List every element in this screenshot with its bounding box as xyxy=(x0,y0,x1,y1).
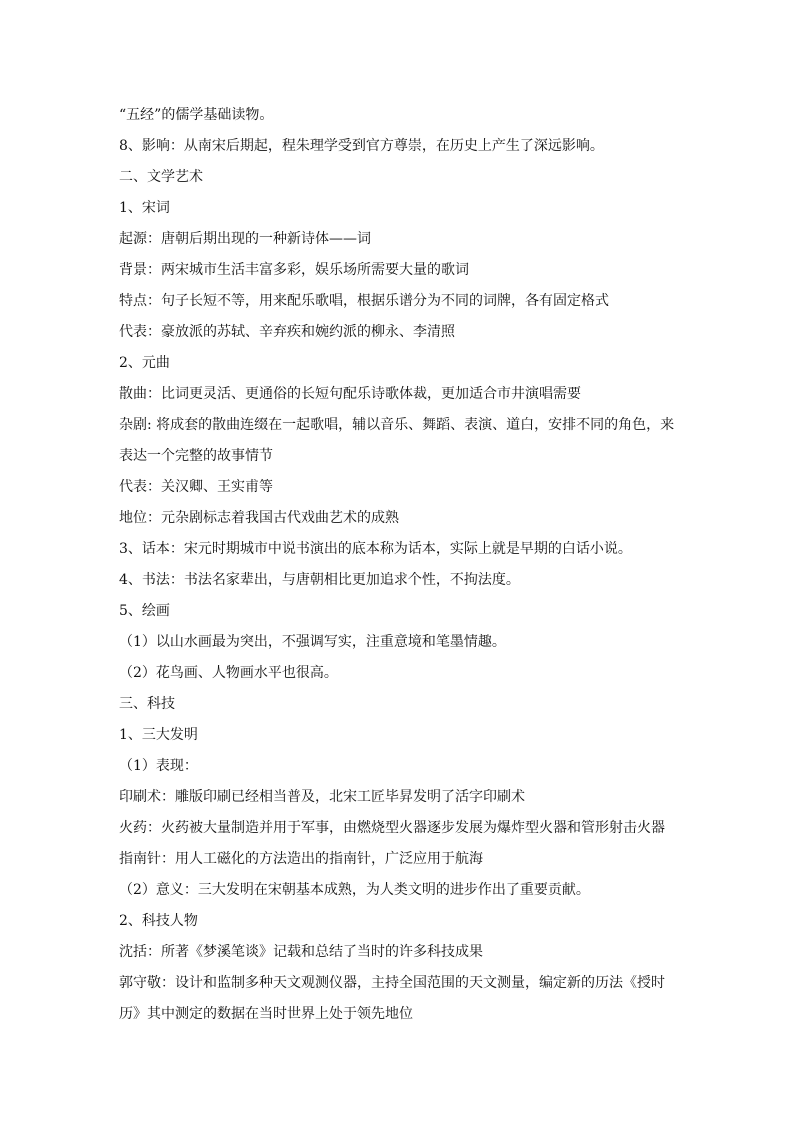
text-line-14: 地位：元杂剧标志着我国古代戏曲艺术的成熟 xyxy=(119,510,399,526)
subheading-tech-figures: 2、科技人物 xyxy=(119,913,198,929)
text-line-13: 代表：关汉卿、王实甫等 xyxy=(119,479,273,495)
text-line-12: 表达一个完整的故事情节 xyxy=(119,448,273,464)
text-line-6: 背景：两宋城市生活丰富多彩，娱乐场所需要大量的歌词 xyxy=(119,262,469,278)
document-body xyxy=(119,100,699,1030)
text-line-24: 火药：火药被大量制造并用于军事，由燃烧型火器逐步发展为爆炸型火器和管形射击火器 xyxy=(119,820,665,836)
text-line-7: 特点：句子长短不等，用来配乐歌唱，根据乐谱分为不同的词牌，各有固定格式 xyxy=(119,293,609,309)
text-line-2: 8、影响：从南宋后期起，程朱理学受到官方尊崇，在历史上产生了深远影响。 xyxy=(119,138,604,154)
text-line-1: “五经”的儒学基础读物。 xyxy=(119,107,274,123)
text-line-30: 历》其中测定的数据在当时世界上处于领先地位 xyxy=(119,1006,413,1022)
subheading-painting: 5、绘画 xyxy=(119,603,170,619)
text-line-15: 3、话本：宋元时期城市中说书演出的底本称为话本，实际上就是早期的白话小说。 xyxy=(119,541,632,557)
text-line-25: 指南针：用人工磁化的方法造出的指南针，广泛应用于航海 xyxy=(119,851,483,867)
text-line-10: 散曲：比词更灵活、更通俗的长短句配乐诗歌体裁，更加适合市井演唱需要 xyxy=(119,386,581,402)
text-line-26: （2）意义：三大发明在宋朝基本成熟，为人类文明的进步作出了重要贡献。 xyxy=(119,882,590,898)
text-line-18: （1）以山水画最为突出，不强调写实，注重意境和笔墨情趣。 xyxy=(119,634,506,650)
subheading-yuan-qu: 2、元曲 xyxy=(119,355,170,371)
text-line-8: 代表：豪放派的苏轼、辛弃疾和婉约派的柳永、李清照 xyxy=(119,324,455,340)
text-line-16: 4、书法：书法名家辈出，与唐朝相比更加追求个性，不拘法度。 xyxy=(119,572,520,588)
subheading-song-ci: 1、宋词 xyxy=(119,200,170,216)
text-line-29: 郭守敬：设计和监制多种天文观测仪器，主持全国范围的天文测量，编定新的历法《授时 xyxy=(119,975,665,991)
section-heading-literature-art: 二、文学艺术 xyxy=(119,169,203,185)
text-line-23: 印刷术：雕版印刷已经相当普及，北宋工匠毕昇发明了活字印刷术 xyxy=(119,789,525,805)
text-line-28: 沈括：所著《梦溪笔谈》记载和总结了当时的许多科技成果 xyxy=(119,944,483,960)
section-heading-technology: 三、科技 xyxy=(119,696,175,712)
text-line-5: 起源：唐朝后期出现的一种新诗体——词 xyxy=(119,231,371,247)
text-line-22: （1）表现： xyxy=(119,758,198,774)
text-line-19: （2）花鸟画、人物画水平也很高。 xyxy=(119,665,338,681)
text-line-11: 杂剧: 将成套的散曲连缀在一起歌唱，辅以音乐、舞蹈、表演、道白，安排不同的角色，来 xyxy=(119,417,675,433)
subheading-three-inventions: 1、三大发明 xyxy=(119,727,198,743)
